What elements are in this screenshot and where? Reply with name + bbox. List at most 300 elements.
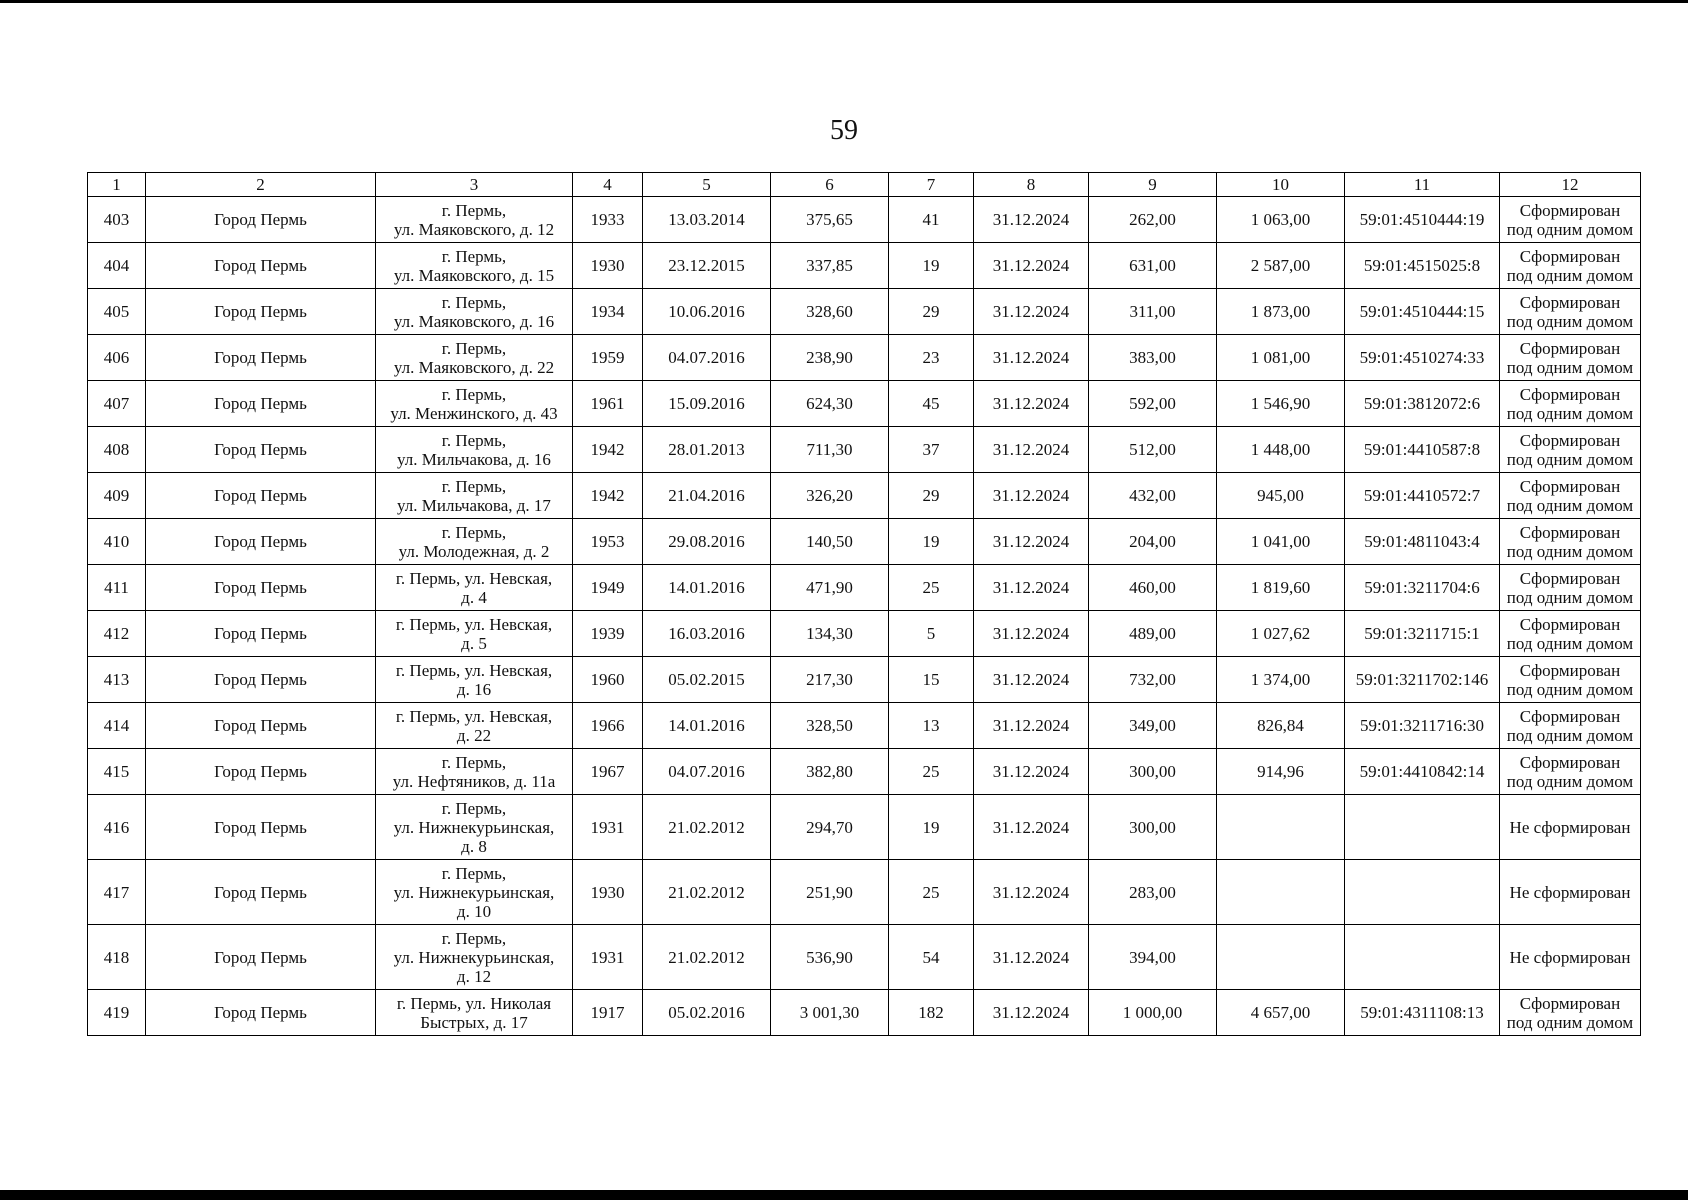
address-line: г. Пермь, ул. Николая: [396, 993, 552, 1013]
cell-col-2: Город Пермь: [146, 519, 376, 565]
cell-col-6: 471,90: [771, 565, 889, 611]
status-line: под одним домом: [1506, 541, 1634, 561]
cell-col-1: 418: [88, 925, 146, 990]
cell-col-11: 59:01:4510444:19: [1345, 197, 1500, 243]
cell-col-11: 59:01:4410587:8: [1345, 427, 1500, 473]
cell-col-3: [376, 795, 573, 860]
cell-col-5: 29.08.2016: [643, 519, 771, 565]
cell-col-2: Город Пермь: [146, 381, 376, 427]
status-line: под одним домом: [1506, 587, 1634, 607]
cell-col-2: Город Пермь: [146, 473, 376, 519]
status-line: Сформирован: [1519, 384, 1621, 404]
table-row: [88, 335, 1641, 381]
cell-col-11: [1345, 795, 1500, 860]
status-line: Сформирован: [1519, 338, 1621, 358]
cell-col-6: 217,30: [771, 657, 889, 703]
cell-col-8: 31.12.2024: [974, 925, 1089, 990]
cell-col-5: 14.01.2016: [643, 565, 771, 611]
cell-col-9: 349,00: [1089, 703, 1217, 749]
address-line: д. 16: [456, 679, 492, 699]
cell-col-12: [1500, 335, 1641, 381]
cell-col-4: 1933: [573, 197, 643, 243]
cell-col-12: [1500, 289, 1641, 335]
cell-col-7: 25: [889, 749, 974, 795]
cell-col-5: 23.12.2015: [643, 243, 771, 289]
cell-col-6: 375,65: [771, 197, 889, 243]
cell-col-2: Город Пермь: [146, 795, 376, 860]
column-header: 12: [1500, 173, 1641, 197]
cell-col-2: Город Пермь: [146, 427, 376, 473]
address-line: ул. Маяковского, д. 12: [393, 219, 555, 239]
cell-col-7: 182: [889, 990, 974, 1036]
address-line: ул. Менжинского, д. 43: [390, 403, 558, 423]
table-header-row: [88, 173, 1641, 197]
cell-col-2: Город Пермь: [146, 657, 376, 703]
cell-col-6: 536,90: [771, 925, 889, 990]
cell-col-9: 383,00: [1089, 335, 1217, 381]
cell-col-5: 28.01.2013: [643, 427, 771, 473]
cell-col-7: 5: [889, 611, 974, 657]
cell-col-9: 732,00: [1089, 657, 1217, 703]
column-header: 4: [573, 173, 643, 197]
cell-col-10: [1217, 795, 1345, 860]
table-row: [88, 519, 1641, 565]
cell-col-1: 415: [88, 749, 146, 795]
cell-col-6: 624,30: [771, 381, 889, 427]
cell-col-11: [1345, 925, 1500, 990]
cell-col-3: [376, 243, 573, 289]
cell-col-4: 1967: [573, 749, 643, 795]
status-line: под одним домом: [1506, 495, 1634, 515]
cell-col-12: [1500, 381, 1641, 427]
status-line: Не сформирован: [1509, 947, 1631, 967]
cell-col-12: [1500, 473, 1641, 519]
status-line: Сформирован: [1519, 246, 1621, 266]
housing-registry-table: [87, 172, 1641, 1036]
cell-col-10: 1 873,00: [1217, 289, 1345, 335]
table-row: [88, 795, 1641, 860]
table-body: [88, 197, 1641, 1036]
cell-col-4: 1949: [573, 565, 643, 611]
cell-col-9: 460,00: [1089, 565, 1217, 611]
cell-col-6: 326,20: [771, 473, 889, 519]
cell-col-3: [376, 860, 573, 925]
column-header: 9: [1089, 173, 1217, 197]
cell-col-8: 31.12.2024: [974, 289, 1089, 335]
cell-col-9: 300,00: [1089, 749, 1217, 795]
cell-col-11: 59:01:4811043:4: [1345, 519, 1500, 565]
cell-col-3: [376, 519, 573, 565]
status-line: под одним домом: [1506, 357, 1634, 377]
address-line: г. Пермь, ул. Невская,: [395, 706, 553, 726]
cell-col-10: 1 041,00: [1217, 519, 1345, 565]
cell-col-11: 59:01:4410842:14: [1345, 749, 1500, 795]
cell-col-4: 1966: [573, 703, 643, 749]
cell-col-2: Город Пермь: [146, 289, 376, 335]
cell-col-5: 15.09.2016: [643, 381, 771, 427]
cell-col-3: [376, 335, 573, 381]
cell-col-6: 328,60: [771, 289, 889, 335]
cell-col-8: 31.12.2024: [974, 519, 1089, 565]
address-line: г. Пермь,: [441, 476, 507, 496]
status-line: под одним домом: [1506, 771, 1634, 791]
cell-col-3: [376, 381, 573, 427]
cell-col-10: 1 063,00: [1217, 197, 1345, 243]
address-line: г. Пермь,: [441, 246, 507, 266]
cell-col-2: Город Пермь: [146, 611, 376, 657]
cell-col-12: [1500, 243, 1641, 289]
cell-col-2: Город Пермь: [146, 925, 376, 990]
cell-col-3: [376, 611, 573, 657]
address-line: ул. Нижнекурьинская,: [393, 817, 555, 837]
address-line: ул. Мильчакова, д. 16: [397, 449, 551, 469]
cell-col-12: [1500, 795, 1641, 860]
cell-col-1: 419: [88, 990, 146, 1036]
cell-col-9: 311,00: [1089, 289, 1217, 335]
cell-col-7: 29: [889, 473, 974, 519]
cell-col-1: 404: [88, 243, 146, 289]
status-line: Сформирован: [1519, 752, 1621, 772]
cell-col-8: 31.12.2024: [974, 243, 1089, 289]
status-line: Сформирован: [1519, 660, 1621, 680]
table-row: [88, 197, 1641, 243]
cell-col-5: 13.03.2014: [643, 197, 771, 243]
address-line: г. Пермь,: [441, 863, 507, 883]
cell-col-7: 19: [889, 519, 974, 565]
cell-col-10: [1217, 925, 1345, 990]
cell-col-1: 413: [88, 657, 146, 703]
status-line: под одним домом: [1506, 1012, 1634, 1032]
cell-col-8: 31.12.2024: [974, 473, 1089, 519]
status-line: Сформирован: [1519, 430, 1621, 450]
cell-col-1: 411: [88, 565, 146, 611]
cell-col-1: 403: [88, 197, 146, 243]
cell-col-10: 1 448,00: [1217, 427, 1345, 473]
column-header: 8: [974, 173, 1089, 197]
cell-col-8: 31.12.2024: [974, 990, 1089, 1036]
cell-col-9: 489,00: [1089, 611, 1217, 657]
status-line: Не сформирован: [1509, 882, 1631, 902]
cell-col-5: 10.06.2016: [643, 289, 771, 335]
cell-col-1: 417: [88, 860, 146, 925]
cell-col-8: 31.12.2024: [974, 565, 1089, 611]
address-line: ул. Нижнекурьинская,: [393, 882, 555, 902]
table-row: [88, 473, 1641, 519]
column-header: 7: [889, 173, 974, 197]
status-line: Сформирован: [1519, 614, 1621, 634]
address-line: д. 8: [461, 836, 487, 856]
cell-col-8: 31.12.2024: [974, 657, 1089, 703]
cell-col-4: 1961: [573, 381, 643, 427]
cell-col-7: 19: [889, 795, 974, 860]
column-header: 3: [376, 173, 573, 197]
cell-col-8: 31.12.2024: [974, 335, 1089, 381]
cell-col-4: 1930: [573, 860, 643, 925]
cell-col-10: 945,00: [1217, 473, 1345, 519]
cell-col-4: 1934: [573, 289, 643, 335]
cell-col-8: 31.12.2024: [974, 611, 1089, 657]
cell-col-3: [376, 473, 573, 519]
address-line: г. Пермь,: [441, 292, 507, 312]
column-header: 11: [1345, 173, 1500, 197]
cell-col-10: 914,96: [1217, 749, 1345, 795]
cell-col-10: [1217, 860, 1345, 925]
cell-col-9: 592,00: [1089, 381, 1217, 427]
cell-col-6: 134,30: [771, 611, 889, 657]
status-line: Сформирован: [1519, 993, 1621, 1013]
table-row: [88, 243, 1641, 289]
column-header: 10: [1217, 173, 1345, 197]
status-line: под одним домом: [1506, 679, 1634, 699]
address-line: д. 5: [461, 633, 487, 653]
status-line: Сформирован: [1519, 476, 1621, 496]
status-line: под одним домом: [1506, 219, 1634, 239]
cell-col-3: [376, 749, 573, 795]
table-row: [88, 703, 1641, 749]
cell-col-4: 1959: [573, 335, 643, 381]
cell-col-1: 410: [88, 519, 146, 565]
cell-col-10: 1 081,00: [1217, 335, 1345, 381]
cell-col-11: 59:01:4510444:15: [1345, 289, 1500, 335]
cell-col-5: 21.02.2012: [643, 925, 771, 990]
cell-col-12: [1500, 519, 1641, 565]
address-line: д. 4: [461, 587, 487, 607]
cell-col-9: 512,00: [1089, 427, 1217, 473]
cell-col-4: 1931: [573, 925, 643, 990]
cell-col-7: 37: [889, 427, 974, 473]
cell-col-12: [1500, 990, 1641, 1036]
cell-col-5: 16.03.2016: [643, 611, 771, 657]
cell-col-2: Город Пермь: [146, 749, 376, 795]
cell-col-11: [1345, 860, 1500, 925]
cell-col-1: 408: [88, 427, 146, 473]
cell-col-1: 405: [88, 289, 146, 335]
address-line: Быстрых, д. 17: [420, 1012, 528, 1032]
address-line: г. Пермь,: [441, 338, 507, 358]
cell-col-5: 04.07.2016: [643, 749, 771, 795]
address-line: г. Пермь,: [441, 200, 507, 220]
address-line: д. 12: [456, 966, 492, 986]
cell-col-4: 1931: [573, 795, 643, 860]
cell-col-7: 29: [889, 289, 974, 335]
address-line: д. 22: [456, 725, 492, 745]
status-line: Сформирован: [1519, 292, 1621, 312]
table-row: [88, 381, 1641, 427]
cell-col-6: 337,85: [771, 243, 889, 289]
cell-col-8: 31.12.2024: [974, 197, 1089, 243]
cell-col-3: [376, 925, 573, 990]
cell-col-3: [376, 703, 573, 749]
address-line: г. Пермь,: [441, 430, 507, 450]
cell-col-10: 1 027,62: [1217, 611, 1345, 657]
cell-col-11: 59:01:3812072:6: [1345, 381, 1500, 427]
table-row: [88, 749, 1641, 795]
cell-col-6: 294,70: [771, 795, 889, 860]
cell-col-2: Город Пермь: [146, 335, 376, 381]
column-header: 5: [643, 173, 771, 197]
cell-col-5: 05.02.2016: [643, 990, 771, 1036]
cell-col-2: Город Пермь: [146, 243, 376, 289]
cell-col-6: 251,90: [771, 860, 889, 925]
cell-col-11: 59:01:4311108:13: [1345, 990, 1500, 1036]
cell-col-5: 14.01.2016: [643, 703, 771, 749]
cell-col-11: 59:01:4410572:7: [1345, 473, 1500, 519]
cell-col-6: 328,50: [771, 703, 889, 749]
cell-col-7: 25: [889, 565, 974, 611]
cell-col-12: [1500, 657, 1641, 703]
address-line: ул. Маяковского, д. 16: [393, 311, 555, 331]
cell-col-11: 59:01:4515025:8: [1345, 243, 1500, 289]
cell-col-9: 1 000,00: [1089, 990, 1217, 1036]
column-header: 2: [146, 173, 376, 197]
cell-col-4: 1942: [573, 473, 643, 519]
cell-col-12: [1500, 611, 1641, 657]
cell-col-11: 59:01:4510274:33: [1345, 335, 1500, 381]
cell-col-11: 59:01:3211704:6: [1345, 565, 1500, 611]
cell-col-12: [1500, 565, 1641, 611]
cell-col-9: 432,00: [1089, 473, 1217, 519]
cell-col-2: Город Пермь: [146, 860, 376, 925]
address-line: ул. Нижнекурьинская,: [393, 947, 555, 967]
scan-bottom-edge: [0, 1190, 1688, 1200]
cell-col-10: 1 546,90: [1217, 381, 1345, 427]
cell-col-2: Город Пермь: [146, 565, 376, 611]
cell-col-12: [1500, 703, 1641, 749]
scan-top-edge: [0, 0, 1688, 3]
cell-col-4: 1953: [573, 519, 643, 565]
cell-col-6: 238,90: [771, 335, 889, 381]
cell-col-11: 59:01:3211715:1: [1345, 611, 1500, 657]
status-line: Сформирован: [1519, 522, 1621, 542]
table-row: [88, 289, 1641, 335]
cell-col-3: [376, 427, 573, 473]
cell-col-9: 300,00: [1089, 795, 1217, 860]
cell-col-7: 45: [889, 381, 974, 427]
cell-col-7: 41: [889, 197, 974, 243]
column-header: 1: [88, 173, 146, 197]
cell-col-1: 409: [88, 473, 146, 519]
cell-col-11: 59:01:3211716:30: [1345, 703, 1500, 749]
cell-col-2: Город Пермь: [146, 197, 376, 243]
cell-col-5: 05.02.2015: [643, 657, 771, 703]
address-line: г. Пермь,: [441, 928, 507, 948]
cell-col-1: 414: [88, 703, 146, 749]
cell-col-1: 412: [88, 611, 146, 657]
address-line: г. Пермь,: [441, 752, 507, 772]
cell-col-12: [1500, 925, 1641, 990]
cell-col-3: [376, 565, 573, 611]
cell-col-6: 3 001,30: [771, 990, 889, 1036]
cell-col-9: 262,00: [1089, 197, 1217, 243]
table-row: [88, 565, 1641, 611]
address-line: г. Пермь, ул. Невская,: [395, 568, 553, 588]
cell-col-8: 31.12.2024: [974, 749, 1089, 795]
cell-col-12: [1500, 860, 1641, 925]
status-line: под одним домом: [1506, 403, 1634, 423]
cell-col-12: [1500, 749, 1641, 795]
address-line: г. Пермь, ул. Невская,: [395, 660, 553, 680]
table-row: [88, 427, 1641, 473]
cell-col-5: 21.02.2012: [643, 795, 771, 860]
cell-col-8: 31.12.2024: [974, 795, 1089, 860]
table-row: [88, 990, 1641, 1036]
status-line: под одним домом: [1506, 265, 1634, 285]
cell-col-10: 1 374,00: [1217, 657, 1345, 703]
cell-col-8: 31.12.2024: [974, 703, 1089, 749]
cell-col-11: 59:01:3211702:146: [1345, 657, 1500, 703]
address-line: ул. Маяковского, д. 22: [393, 357, 555, 377]
address-line: г. Пермь,: [441, 522, 507, 542]
cell-col-3: [376, 657, 573, 703]
status-line: Не сформирован: [1509, 817, 1631, 837]
address-line: г. Пермь, ул. Невская,: [395, 614, 553, 634]
cell-col-10: 4 657,00: [1217, 990, 1345, 1036]
cell-col-10: 2 587,00: [1217, 243, 1345, 289]
cell-col-5: 21.02.2012: [643, 860, 771, 925]
table-row: [88, 611, 1641, 657]
cell-col-10: 1 819,60: [1217, 565, 1345, 611]
cell-col-1: 416: [88, 795, 146, 860]
cell-col-9: 204,00: [1089, 519, 1217, 565]
cell-col-2: Город Пермь: [146, 703, 376, 749]
status-line: под одним домом: [1506, 449, 1634, 469]
cell-col-10: 826,84: [1217, 703, 1345, 749]
page-number: 59: [830, 115, 858, 146]
cell-col-4: 1930: [573, 243, 643, 289]
address-line: ул. Мильчакова, д. 17: [397, 495, 551, 515]
status-line: под одним домом: [1506, 633, 1634, 653]
cell-col-12: [1500, 427, 1641, 473]
cell-col-6: 382,80: [771, 749, 889, 795]
cell-col-9: 394,00: [1089, 925, 1217, 990]
cell-col-7: 19: [889, 243, 974, 289]
cell-col-4: 1942: [573, 427, 643, 473]
address-line: ул. Нефтяников, д. 11а: [392, 771, 556, 791]
cell-col-1: 407: [88, 381, 146, 427]
status-line: Сформирован: [1519, 200, 1621, 220]
cell-col-7: 23: [889, 335, 974, 381]
cell-col-8: 31.12.2024: [974, 860, 1089, 925]
column-header: 6: [771, 173, 889, 197]
cell-col-4: 1939: [573, 611, 643, 657]
cell-col-9: 283,00: [1089, 860, 1217, 925]
cell-col-2: Город Пермь: [146, 990, 376, 1036]
cell-col-3: [376, 990, 573, 1036]
cell-col-7: 15: [889, 657, 974, 703]
cell-col-7: 54: [889, 925, 974, 990]
status-line: Сформирован: [1519, 568, 1621, 588]
cell-col-9: 631,00: [1089, 243, 1217, 289]
cell-col-3: [376, 197, 573, 243]
table-row: [88, 925, 1641, 990]
address-line: д. 10: [456, 901, 492, 921]
address-line: г. Пермь,: [441, 384, 507, 404]
cell-col-3: [376, 289, 573, 335]
address-line: ул. Молодежная, д. 2: [398, 541, 550, 561]
cell-col-8: 31.12.2024: [974, 427, 1089, 473]
cell-col-6: 711,30: [771, 427, 889, 473]
cell-col-7: 13: [889, 703, 974, 749]
cell-col-12: [1500, 197, 1641, 243]
cell-col-1: 406: [88, 335, 146, 381]
address-line: г. Пермь,: [441, 798, 507, 818]
status-line: под одним домом: [1506, 725, 1634, 745]
cell-col-5: 21.04.2016: [643, 473, 771, 519]
table-row: [88, 860, 1641, 925]
status-line: Сформирован: [1519, 706, 1621, 726]
cell-col-8: 31.12.2024: [974, 381, 1089, 427]
cell-col-6: 140,50: [771, 519, 889, 565]
